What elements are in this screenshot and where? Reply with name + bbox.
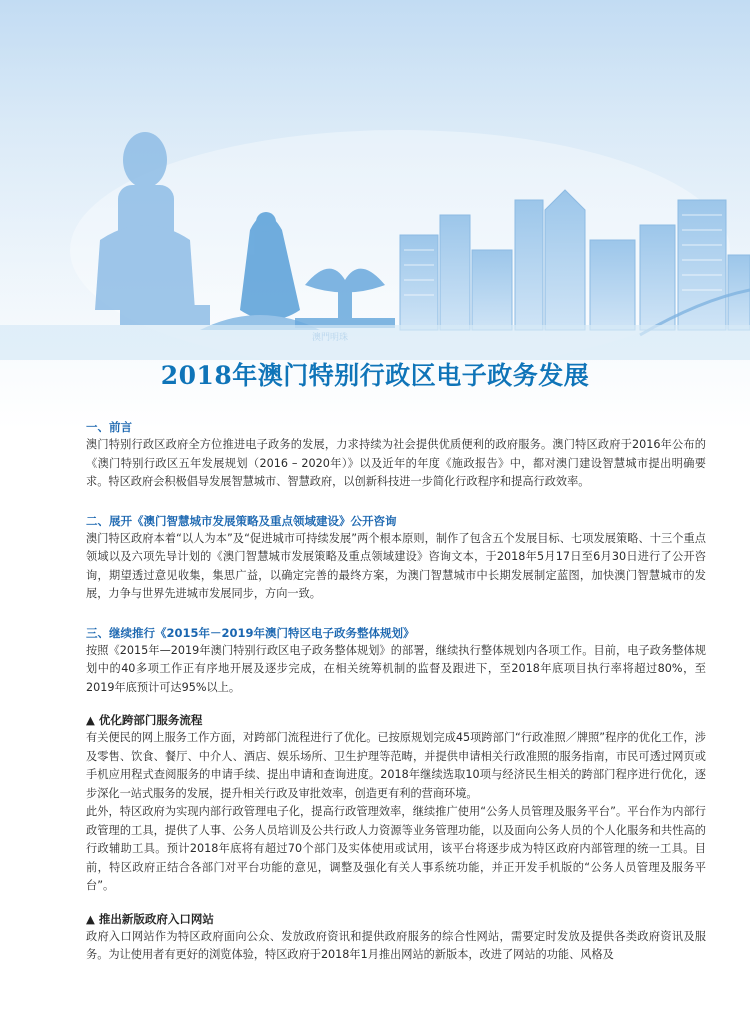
banner-illustration [0, 0, 750, 360]
article-body [86, 418, 706, 965]
subsection-heading: ▲ 优化跨部门服务流程 [86, 713, 203, 727]
section-heading: 二、展开《澳门智慧城市发展策略及重点领域建设》公开咨询 [86, 513, 397, 528]
page-title: 2018年澳门特别行政区电子政务发展 [160, 361, 590, 390]
paragraph: 澳门特别行政区政府全方位推进电子政务的发展，力求持续为社会提供优质便利的政府服务。澳门特区政府于2016年公布的《澳门特别行政区五年发展规划（2016 – 2020年）》以及近年的年度《施政报告》中，都对澳门建设智慧城市提出明确要求。特区政府会积极倡导发展智慧城市、智慧政府，以创新科技进一步简化行政程序和提高行政效率。 [86, 438, 706, 488]
section-heading: 一、前言 [86, 420, 132, 434]
paragraph: 按照《2015年—2019年澳门特别行政区电子政务整体规划》的部署，继续执行整体规划内各项工作。目前，电子政务整体规划中的40多项工作正有序地开展及逐步完成，在相关统筹机制的监督及跟进下，至2018年底项目执行率将超过80%，至2019年底预计可达95%以上。 [86, 643, 706, 694]
subsection-heading: ▲ 推出新版政府入口网站 [86, 911, 214, 926]
paragraph: 政府入口网站作为特区政府面向公众、发放政府资讯和提供政府服务的综合性网站，需要定时发放及提供各类政府资讯及服务。为让使用者有更好的浏览体验，特区政府于2018年1月推出网站的新版本，改进了网站的功能、风格及 [86, 929, 706, 961]
paragraph: 此外，特区政府为实现内部行政管理电子化，提高行政管理效率，继续推广使用“公务人员管理及服务平台”。平台作为内部行政管理的工具，提供了人事、公务人员培训及公共行政人力资源等业务管理功能，以及面向公务人员的个人化服务和共性高的行政辅助工具。预计2018年底将有超过70个部门及实体使用或试用，该平台将逐步成为特区政府内部管理的统一工具。目前，特区政府正结合各部门对平台功能的意见，调整及强化有关人事系统功能，并正开发手机版的“公务人员管理及服务平台”。 [86, 805, 706, 892]
section-heading: 三、继续推行《2015年－2019年澳门特区电子政务整体规划》 [86, 625, 415, 640]
paragraph: 有关便民的网上服务工作方面，对跨部门流程进行了优化。已按原规划完成45项跨部门“行政准照／牌照”程序的优化工作，涉及零售、饮食、餐厅、中介人、酒店、娱乐场所、卫生护理等范畴，并提供申请相关行政准照的服务指南，市民可透过网页或手机应用程式查阅服务的申请手续、提出申请和查询进度。2018年继续选取10项与经济民生相关的跨部门程序进行优化，逐步深化一站式服务的发展，提升相关行政及审批效率，创造更有利的营商环境。 [86, 731, 706, 800]
paragraph: 澳门特区政府本着“以人为本”及“促进城市可持续发展”两个根本原则，制作了包含五个发展目标、七项发展策略、十三个重点领域以及六项先导计划的《澳门智慧城市发展策略及重点领域建设》咨询文本，于2018年5月17日至6月30日进行了公开咨询，期望透过意见收集，集思广益，以确定完善的最终方案，为澳门智慧城市中长期发展制定蓝图，加快澳门智慧城市的发展，力争与世界先进城市发展同步，方向一致。 [86, 531, 706, 600]
